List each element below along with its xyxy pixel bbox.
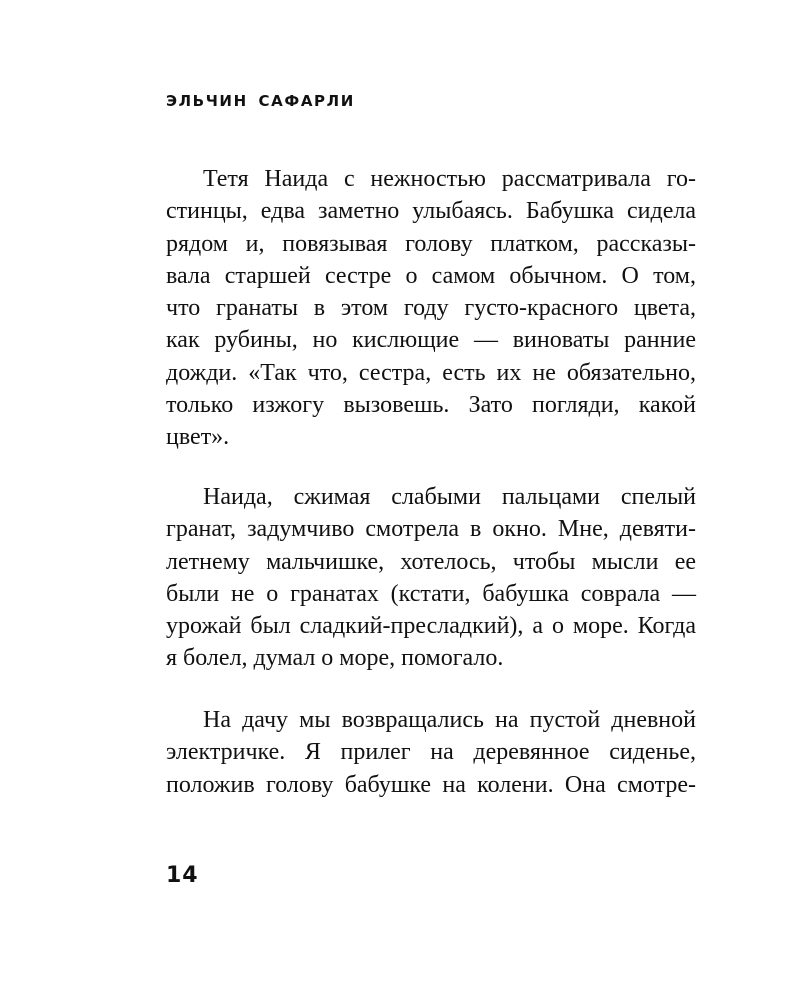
text-line: положив голову бабушке на колени. Она смотре-: [166, 771, 696, 798]
paragraph-1: [166, 163, 696, 454]
paragraph-2: [166, 481, 696, 675]
page-number: 14: [166, 863, 199, 888]
text-line: гранат, задумчиво смотрела в окно. Мне, девяти-: [166, 516, 696, 543]
text-line: я болел, думал о море, помогало.: [166, 645, 504, 672]
text-line: На дачу мы возвращались на пустой дневной: [203, 707, 696, 733]
text-line: Тетя Наида с нежностью рассматривала го-: [203, 166, 696, 192]
text-line: рядом и, повязывая голову платком, рассказы-: [166, 230, 696, 257]
text-line: урожай был сладкий-пресладкий), а о море. Когда: [166, 613, 696, 640]
text-line: вала старшей сестре о самом обычном. О том,: [166, 262, 696, 289]
text-line: были не о гранатах (кстати, бабушка соврала —: [166, 580, 696, 607]
text-line: цвет».: [166, 424, 230, 451]
text-line: летнему мальчишке, хотелось, чтобы мысли ее: [166, 548, 696, 575]
running-head: ЭЛЬЧИН САФАРЛИ: [166, 92, 355, 110]
text-line: как рубины, но кислющие — виноваты ранние: [166, 327, 696, 354]
text-line: Наида, сжимая слабыми пальцами спелый: [203, 484, 696, 510]
paragraph-3: [166, 704, 696, 801]
text-line: стинцы, едва заметно улыбаясь. Бабушка сидела: [166, 198, 696, 225]
text-line: только изжогу вызовешь. Зато погляди, какой: [166, 392, 696, 419]
text-line: дожди. «Так что, сестра, есть их не обязательно,: [166, 359, 696, 386]
text-line: что гранаты в этом году густо-красного цвета,: [166, 295, 696, 322]
text-line: электричке. Я прилег на деревянное сиденье,: [166, 739, 696, 766]
